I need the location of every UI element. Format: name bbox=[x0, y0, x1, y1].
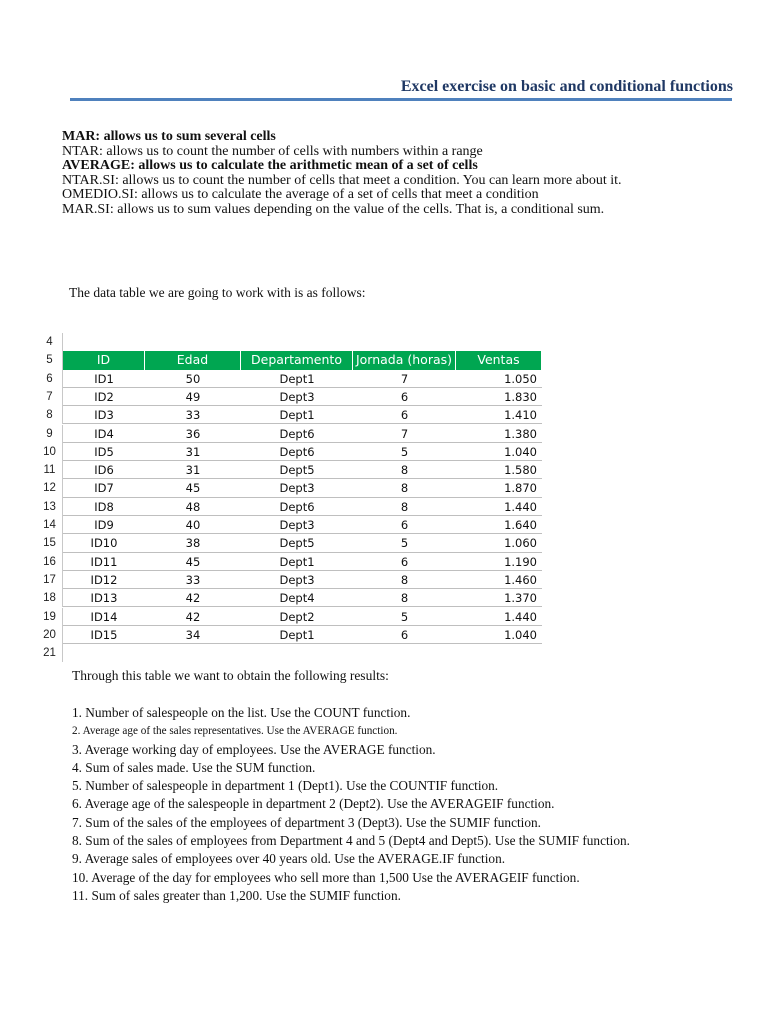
cell-departamento[interactable]: Dept6 bbox=[241, 498, 353, 516]
row-number: 21 bbox=[37, 644, 63, 662]
definition-line: MAR: allows us to sum several cells bbox=[62, 129, 276, 144]
cell-edad[interactable]: 45 bbox=[145, 479, 241, 497]
cell-ventas[interactable]: 1.040 bbox=[456, 626, 542, 644]
cell-departamento[interactable]: Dept5 bbox=[241, 534, 353, 552]
table-intro-text: The data table we are going to work with is as follows: bbox=[69, 285, 366, 300]
row-number: 20 bbox=[37, 626, 63, 644]
task-item: 6. Average age of the salespeople in department 2 (Dept2). Use the AVERAGEIF function. bbox=[72, 796, 555, 812]
cell-jornada[interactable]: 8 bbox=[353, 589, 456, 607]
cell-ventas[interactable]: 1.460 bbox=[456, 571, 542, 589]
cell-id[interactable]: ID9 bbox=[63, 516, 145, 534]
title-underline bbox=[70, 98, 732, 101]
cell-departamento[interactable]: Dept1 bbox=[241, 370, 353, 388]
row-number: 11 bbox=[37, 461, 63, 479]
cell-id[interactable]: ID6 bbox=[63, 461, 145, 479]
cell-departamento[interactable]: Dept3 bbox=[241, 571, 353, 589]
definition-line: MAR.SI: allows us to sum values depending on the value of the cells. That is, a conditional sum. bbox=[62, 201, 605, 217]
header-cell-edad[interactable]: Edad bbox=[145, 351, 241, 369]
cell-departamento[interactable]: Dept1 bbox=[241, 626, 353, 644]
cell-jornada[interactable]: 6 bbox=[353, 388, 456, 406]
cell-id[interactable]: ID4 bbox=[63, 425, 145, 443]
cell-id[interactable]: ID8 bbox=[63, 498, 145, 516]
cell-edad[interactable]: 31 bbox=[145, 443, 241, 461]
cell-edad[interactable]: 34 bbox=[145, 626, 241, 644]
cell-id[interactable]: ID3 bbox=[63, 406, 145, 424]
table-row bbox=[37, 461, 542, 479]
table-header-row bbox=[37, 351, 542, 369]
definition-line: NTAR: allows us to count the number of cells with numbers within a range bbox=[62, 143, 483, 159]
cell-edad[interactable]: 42 bbox=[145, 589, 241, 607]
task-item: 11. Sum of sales greater than 1,200. Use the SUMIF function. bbox=[72, 887, 401, 903]
cell-jornada[interactable]: 8 bbox=[353, 571, 456, 589]
cell-jornada[interactable]: 6 bbox=[353, 553, 456, 571]
cell-id[interactable]: ID10 bbox=[63, 534, 145, 552]
row-number: 15 bbox=[37, 534, 63, 552]
cell-departamento[interactable]: Dept2 bbox=[241, 608, 353, 626]
cell-ventas[interactable]: 1.440 bbox=[456, 608, 542, 626]
cell-id[interactable]: ID15 bbox=[63, 626, 145, 644]
results-intro-text: Through this table we want to obtain the following results: bbox=[72, 668, 389, 683]
definition-line: OMEDIO.SI: allows us to calculate the average of a set of cells that meet a condition bbox=[62, 187, 539, 203]
cell-id[interactable]: ID13 bbox=[63, 589, 145, 607]
cell-departamento[interactable]: Dept3 bbox=[241, 516, 353, 534]
row-number: 19 bbox=[37, 608, 63, 626]
sheet-row-empty-top bbox=[37, 333, 542, 351]
table-row bbox=[37, 553, 542, 571]
cell-ventas[interactable]: 1.040 bbox=[456, 443, 542, 461]
row-number: 14 bbox=[37, 516, 63, 534]
cell-departamento[interactable]: Dept6 bbox=[241, 425, 353, 443]
cell-departamento[interactable]: Dept4 bbox=[241, 589, 353, 607]
header-cell-id[interactable]: ID bbox=[63, 351, 145, 369]
header-cell-jornada[interactable]: Jornada (horas) bbox=[353, 351, 456, 369]
cell-edad[interactable]: 50 bbox=[145, 370, 241, 388]
row-number: 7 bbox=[37, 388, 63, 406]
cell-edad[interactable]: 33 bbox=[145, 571, 241, 589]
row-number: 4 bbox=[37, 333, 63, 351]
cell-edad[interactable]: 42 bbox=[145, 608, 241, 626]
cell-departamento[interactable]: Dept5 bbox=[241, 461, 353, 479]
cell-id[interactable]: ID2 bbox=[63, 388, 145, 406]
table-row bbox=[37, 608, 542, 626]
cell-jornada[interactable]: 8 bbox=[353, 461, 456, 479]
row-number: 17 bbox=[37, 571, 63, 589]
task-item: 7. Sum of the sales of the employees of department 3 (Dept3). Use the SUMIF function. bbox=[72, 814, 541, 830]
cell-id[interactable]: ID7 bbox=[63, 479, 145, 497]
cell-ventas[interactable]: 1.870 bbox=[456, 479, 542, 497]
cell-edad[interactable]: 49 bbox=[145, 388, 241, 406]
task-item: 2. Average age of the sales representatives. Use the AVERAGE function. bbox=[72, 725, 398, 738]
cell-ventas[interactable]: 1.830 bbox=[456, 388, 542, 406]
cell-edad[interactable]: 48 bbox=[145, 498, 241, 516]
cell-ventas[interactable]: 1.190 bbox=[456, 553, 542, 571]
table-row bbox=[37, 626, 542, 644]
table-row bbox=[37, 589, 542, 607]
cell-ventas[interactable]: 1.640 bbox=[456, 516, 542, 534]
table-row bbox=[37, 388, 542, 406]
document-title: Excel exercise on basic and conditional functions bbox=[400, 78, 733, 95]
cell-jornada[interactable]: 7 bbox=[353, 370, 456, 388]
cell-jornada[interactable]: 6 bbox=[353, 626, 456, 644]
sheet-row-empty-bottom bbox=[37, 644, 542, 662]
row-number: 13 bbox=[37, 498, 63, 516]
cell-departamento[interactable]: Dept1 bbox=[241, 553, 353, 571]
cell-id[interactable]: ID1 bbox=[63, 370, 145, 388]
table-row bbox=[37, 534, 542, 552]
row-number: 10 bbox=[37, 443, 63, 461]
task-item: 8. Sum of the sales of employees from Department 4 and 5 (Dept4 and Dept5). Use the SUMIF function. bbox=[72, 833, 630, 849]
cell-id[interactable]: ID12 bbox=[63, 571, 145, 589]
cell-ventas[interactable]: 1.060 bbox=[456, 534, 542, 552]
row-number: 9 bbox=[37, 425, 63, 443]
task-item: 3. Average working day of employees. Use the AVERAGE function. bbox=[72, 741, 436, 757]
cell-jornada[interactable]: 5 bbox=[353, 534, 456, 552]
cell-ventas[interactable]: 1.440 bbox=[456, 498, 542, 516]
cell-ventas[interactable]: 1.050 bbox=[456, 370, 542, 388]
cell-jornada[interactable]: 6 bbox=[353, 516, 456, 534]
cell-edad[interactable]: 33 bbox=[145, 406, 241, 424]
task-item: 10. Average of the day for employees who sell more than 1,500 Use the AVERAGEIF function. bbox=[72, 869, 580, 885]
cell-edad[interactable]: 31 bbox=[145, 461, 241, 479]
task-list bbox=[72, 704, 752, 905]
header-cell-ventas[interactable]: Ventas bbox=[456, 351, 542, 369]
cell-id[interactable]: ID14 bbox=[63, 608, 145, 626]
cell-jornada[interactable]: 8 bbox=[353, 479, 456, 497]
row-number: 18 bbox=[37, 589, 63, 607]
cell-jornada[interactable]: 7 bbox=[353, 425, 456, 443]
cell-jornada[interactable]: 8 bbox=[353, 498, 456, 516]
table-row bbox=[37, 370, 542, 388]
header-cell-departamento[interactable]: Departamento bbox=[241, 351, 353, 369]
table-row bbox=[37, 498, 542, 516]
cell-ventas[interactable]: 1.370 bbox=[456, 589, 542, 607]
table-row bbox=[37, 425, 542, 443]
cell-edad[interactable]: 40 bbox=[145, 516, 241, 534]
cell-jornada[interactable]: 6 bbox=[353, 406, 456, 424]
table-row bbox=[37, 443, 542, 461]
row-number: 16 bbox=[37, 553, 63, 571]
cell-jornada[interactable]: 5 bbox=[353, 608, 456, 626]
definition-line: NTAR.SI: allows us to count the number of cells that meet a condition. You can learn more about it. bbox=[62, 172, 622, 188]
cell-jornada[interactable]: 5 bbox=[353, 443, 456, 461]
cell-departamento[interactable]: Dept6 bbox=[241, 443, 353, 461]
definition-line: AVERAGE: allows us to calculate the arithmetic mean of a set of cells bbox=[62, 158, 478, 174]
task-item: 4. Sum of sales made. Use the SUM function. bbox=[72, 759, 316, 775]
cell-departamento[interactable]: Dept3 bbox=[241, 388, 353, 406]
table-row bbox=[37, 516, 542, 534]
function-definitions bbox=[62, 130, 742, 218]
task-item: 1. Number of salespeople on the list. Use the COUNT function. bbox=[72, 705, 411, 720]
row-number: 8 bbox=[37, 406, 63, 424]
cell-edad[interactable]: 38 bbox=[145, 534, 241, 552]
cell-departamento[interactable]: Dept1 bbox=[241, 406, 353, 424]
task-item: 5. Number of salespeople in department 1 (Dept1). Use the COUNTIF function. bbox=[72, 778, 499, 794]
cell-id[interactable]: ID11 bbox=[63, 553, 145, 571]
row-number: 12 bbox=[37, 479, 63, 497]
cell-departamento[interactable]: Dept3 bbox=[241, 479, 353, 497]
cell-ventas[interactable]: 1.410 bbox=[456, 406, 542, 424]
cell-ventas[interactable]: 1.380 bbox=[456, 425, 542, 443]
task-item: 9. Average sales of employees over 40 years old. Use the AVERAGE.IF function. bbox=[72, 851, 506, 867]
cell-ventas[interactable]: 1.580 bbox=[456, 461, 542, 479]
cell-edad[interactable]: 45 bbox=[145, 553, 241, 571]
row-number: 5 bbox=[37, 351, 63, 369]
row-number: 6 bbox=[37, 370, 63, 388]
cell-id[interactable]: ID5 bbox=[63, 443, 145, 461]
table-row bbox=[37, 406, 542, 424]
cell-edad[interactable]: 36 bbox=[145, 425, 241, 443]
table-row bbox=[37, 571, 542, 589]
table-row bbox=[37, 479, 542, 497]
